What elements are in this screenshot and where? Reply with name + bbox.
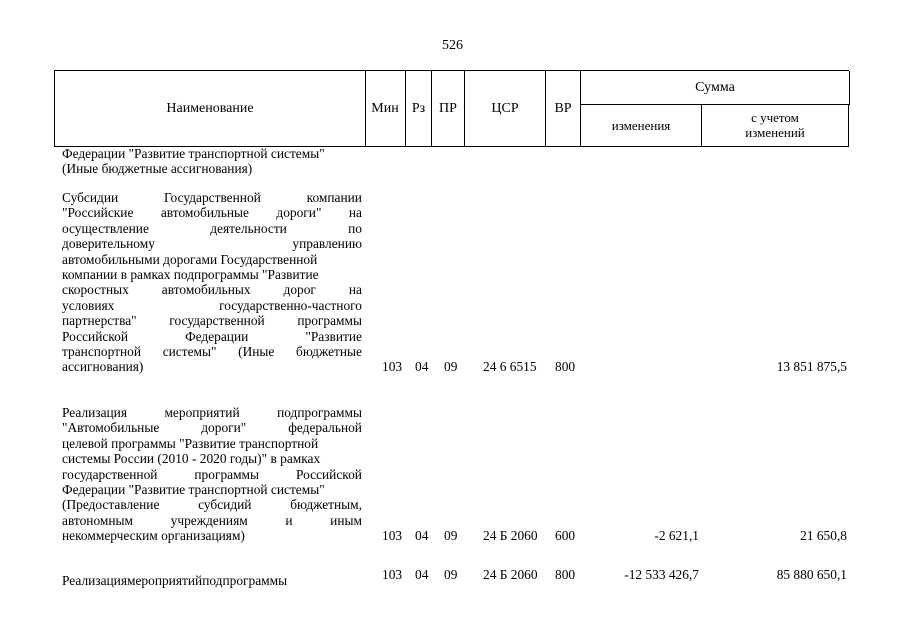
row-name-word: на (348, 205, 362, 221)
cell-pr: 09 (444, 567, 458, 582)
row-name-line (62, 513, 362, 528)
page-number: 526 (442, 38, 463, 53)
row-name-word: Федерации "Развитие транспортной системы" (62, 482, 325, 498)
row-name-line (62, 405, 362, 420)
row-name-line (62, 190, 362, 205)
row-name-line (62, 267, 362, 282)
row-name-line (62, 221, 362, 236)
row-name-word: по (348, 220, 362, 236)
cell-rz: 04 (415, 567, 429, 582)
row-name-line (62, 359, 362, 374)
header-name: Наименование (54, 71, 366, 146)
row-name-word: ассигнования) (62, 359, 144, 375)
row-name-word: деятельности (210, 220, 287, 236)
row-name-word: системы России (2010 - 2020 годы)" в рамках (62, 451, 321, 467)
row-name-word: автономным (62, 512, 134, 528)
row-name-word: и (285, 512, 293, 528)
row-name-word: Российской (295, 466, 362, 482)
row-name-line (62, 451, 362, 466)
row-name-word: (Иные (238, 344, 275, 360)
row-name-word: транспортной (62, 344, 142, 360)
row-name-word: субсидий (198, 497, 252, 513)
row-name-word: подпрограммы (202, 573, 288, 588)
cell-rz: 04 (415, 528, 429, 544)
row-name-line (62, 482, 362, 497)
cell-with-changes: 13 851 875,5 (776, 359, 847, 375)
cell-csr: 24 Б 2060 (483, 528, 538, 544)
row-name-word: подпрограммы (277, 405, 362, 420)
header-with-changes (702, 104, 849, 146)
row-name-word: Российской (62, 328, 128, 344)
row-name-word: программы (194, 466, 260, 482)
row-name-word: Федерации "Развитие транспортной системы" (62, 146, 325, 161)
row-name-word: Реализация (62, 573, 128, 588)
cell-vr: 600 (555, 528, 576, 544)
header-pr: ПР (432, 71, 465, 146)
row-name-word: целевой программы "Развитие транспортной (62, 435, 319, 451)
table-header (54, 70, 849, 147)
cell-min: 103 (382, 359, 403, 375)
row-name-word: иным (330, 512, 362, 528)
row-name-line (62, 252, 362, 267)
row-name (62, 146, 362, 177)
row-name-word: "Автомобильные (62, 420, 160, 436)
cell-rz: 04 (415, 359, 429, 375)
row-name-line (62, 313, 362, 328)
row-name-word: программы (297, 313, 362, 329)
cell-vr: 800 (555, 359, 576, 375)
row-name-word: Субсидии (62, 190, 119, 205)
row-name-word: мероприятий (127, 573, 203, 588)
row-name-line (62, 573, 362, 588)
row-name-word: компании в рамках подпрограммы "Развитие (62, 267, 319, 283)
row-name-line (62, 205, 362, 220)
row-name-word: условиях (62, 297, 115, 313)
row-name-line (62, 497, 362, 512)
cell-with-changes: 21 650,8 (800, 528, 847, 544)
row-name-line (62, 467, 362, 482)
row-name-word: скоростных (62, 282, 129, 298)
row-name-word: автомобильных (161, 282, 251, 298)
row-name-word: "Российские (62, 205, 134, 221)
row-name-word: государственной (62, 466, 158, 482)
cell-vr: 800 (555, 567, 576, 582)
row-name-line (62, 161, 362, 176)
header-with-changes-line2: изменений (745, 125, 805, 140)
cell-min: 103 (382, 567, 403, 582)
row-name-word: осуществление (62, 220, 149, 236)
cell-min: 103 (382, 528, 403, 544)
row-name (62, 573, 362, 588)
row-name-word: бюджетные (296, 344, 362, 360)
header-sum: Сумма (581, 71, 850, 105)
row-name-word: мероприятий (164, 405, 240, 420)
row-name (62, 190, 362, 375)
row-name-word: доверительному (62, 236, 155, 252)
row-name-line (62, 282, 362, 297)
row-name-word: автомобильными дорогами Государственной (62, 251, 318, 267)
row-name-word: партнерства" (62, 313, 137, 329)
header-rz: Рз (406, 71, 432, 146)
row-name-word: управлению (292, 236, 362, 252)
cell-pr: 09 (444, 359, 458, 375)
row-name-word: (Иные бюджетные ассигнования) (62, 161, 253, 177)
row-name-word: автомобильные (160, 205, 249, 221)
row-name-word: учреждениям (170, 512, 248, 528)
row-name-line (62, 329, 362, 344)
row-name-word: Реализация (62, 405, 128, 420)
row-name-word: (Предоставление (62, 497, 160, 513)
cell-pr: 09 (444, 528, 458, 544)
row-name-word: федеральной (288, 420, 362, 436)
row-name-line (62, 436, 362, 451)
row-name (62, 405, 362, 544)
header-vr: ВР (546, 71, 581, 146)
row-name-word: на (348, 282, 362, 298)
row-name-word: "Развитие (305, 328, 362, 344)
cell-changes: -12 533 426,7 (624, 567, 699, 582)
header-csr: ЦСР (465, 71, 546, 146)
header-changes: изменения (581, 104, 702, 146)
row-name-word: Федерации (185, 328, 249, 344)
row-name-line (62, 298, 362, 313)
header-with-changes-line1: с учетом (751, 110, 799, 125)
row-name-line (62, 528, 362, 543)
row-name-line (62, 236, 362, 251)
row-name-word: Государственной (163, 190, 261, 205)
cell-csr: 24 Б 2060 (483, 567, 538, 582)
row-name-word: государственно-частного (219, 297, 362, 313)
cell-with-changes: 85 880 650,1 (776, 567, 847, 582)
row-name-word: некоммерческим организациям) (62, 528, 245, 544)
header-min: Мин (365, 71, 406, 146)
row-name-line (62, 344, 362, 359)
cell-csr: 24 6 6515 (483, 359, 537, 375)
row-name-word: системы" (162, 344, 217, 360)
row-name-word: бюджетным, (290, 497, 362, 513)
row-name-word: дороги" (201, 420, 247, 436)
cell-changes: -2 621,1 (654, 528, 699, 544)
row-name-word: дорог (283, 282, 316, 298)
row-name-word: дороги" (276, 205, 322, 221)
row-name-word: государственной (169, 313, 265, 329)
row-name-word: компании (306, 190, 362, 205)
row-name-line (62, 146, 362, 161)
row-name-line (62, 420, 362, 435)
